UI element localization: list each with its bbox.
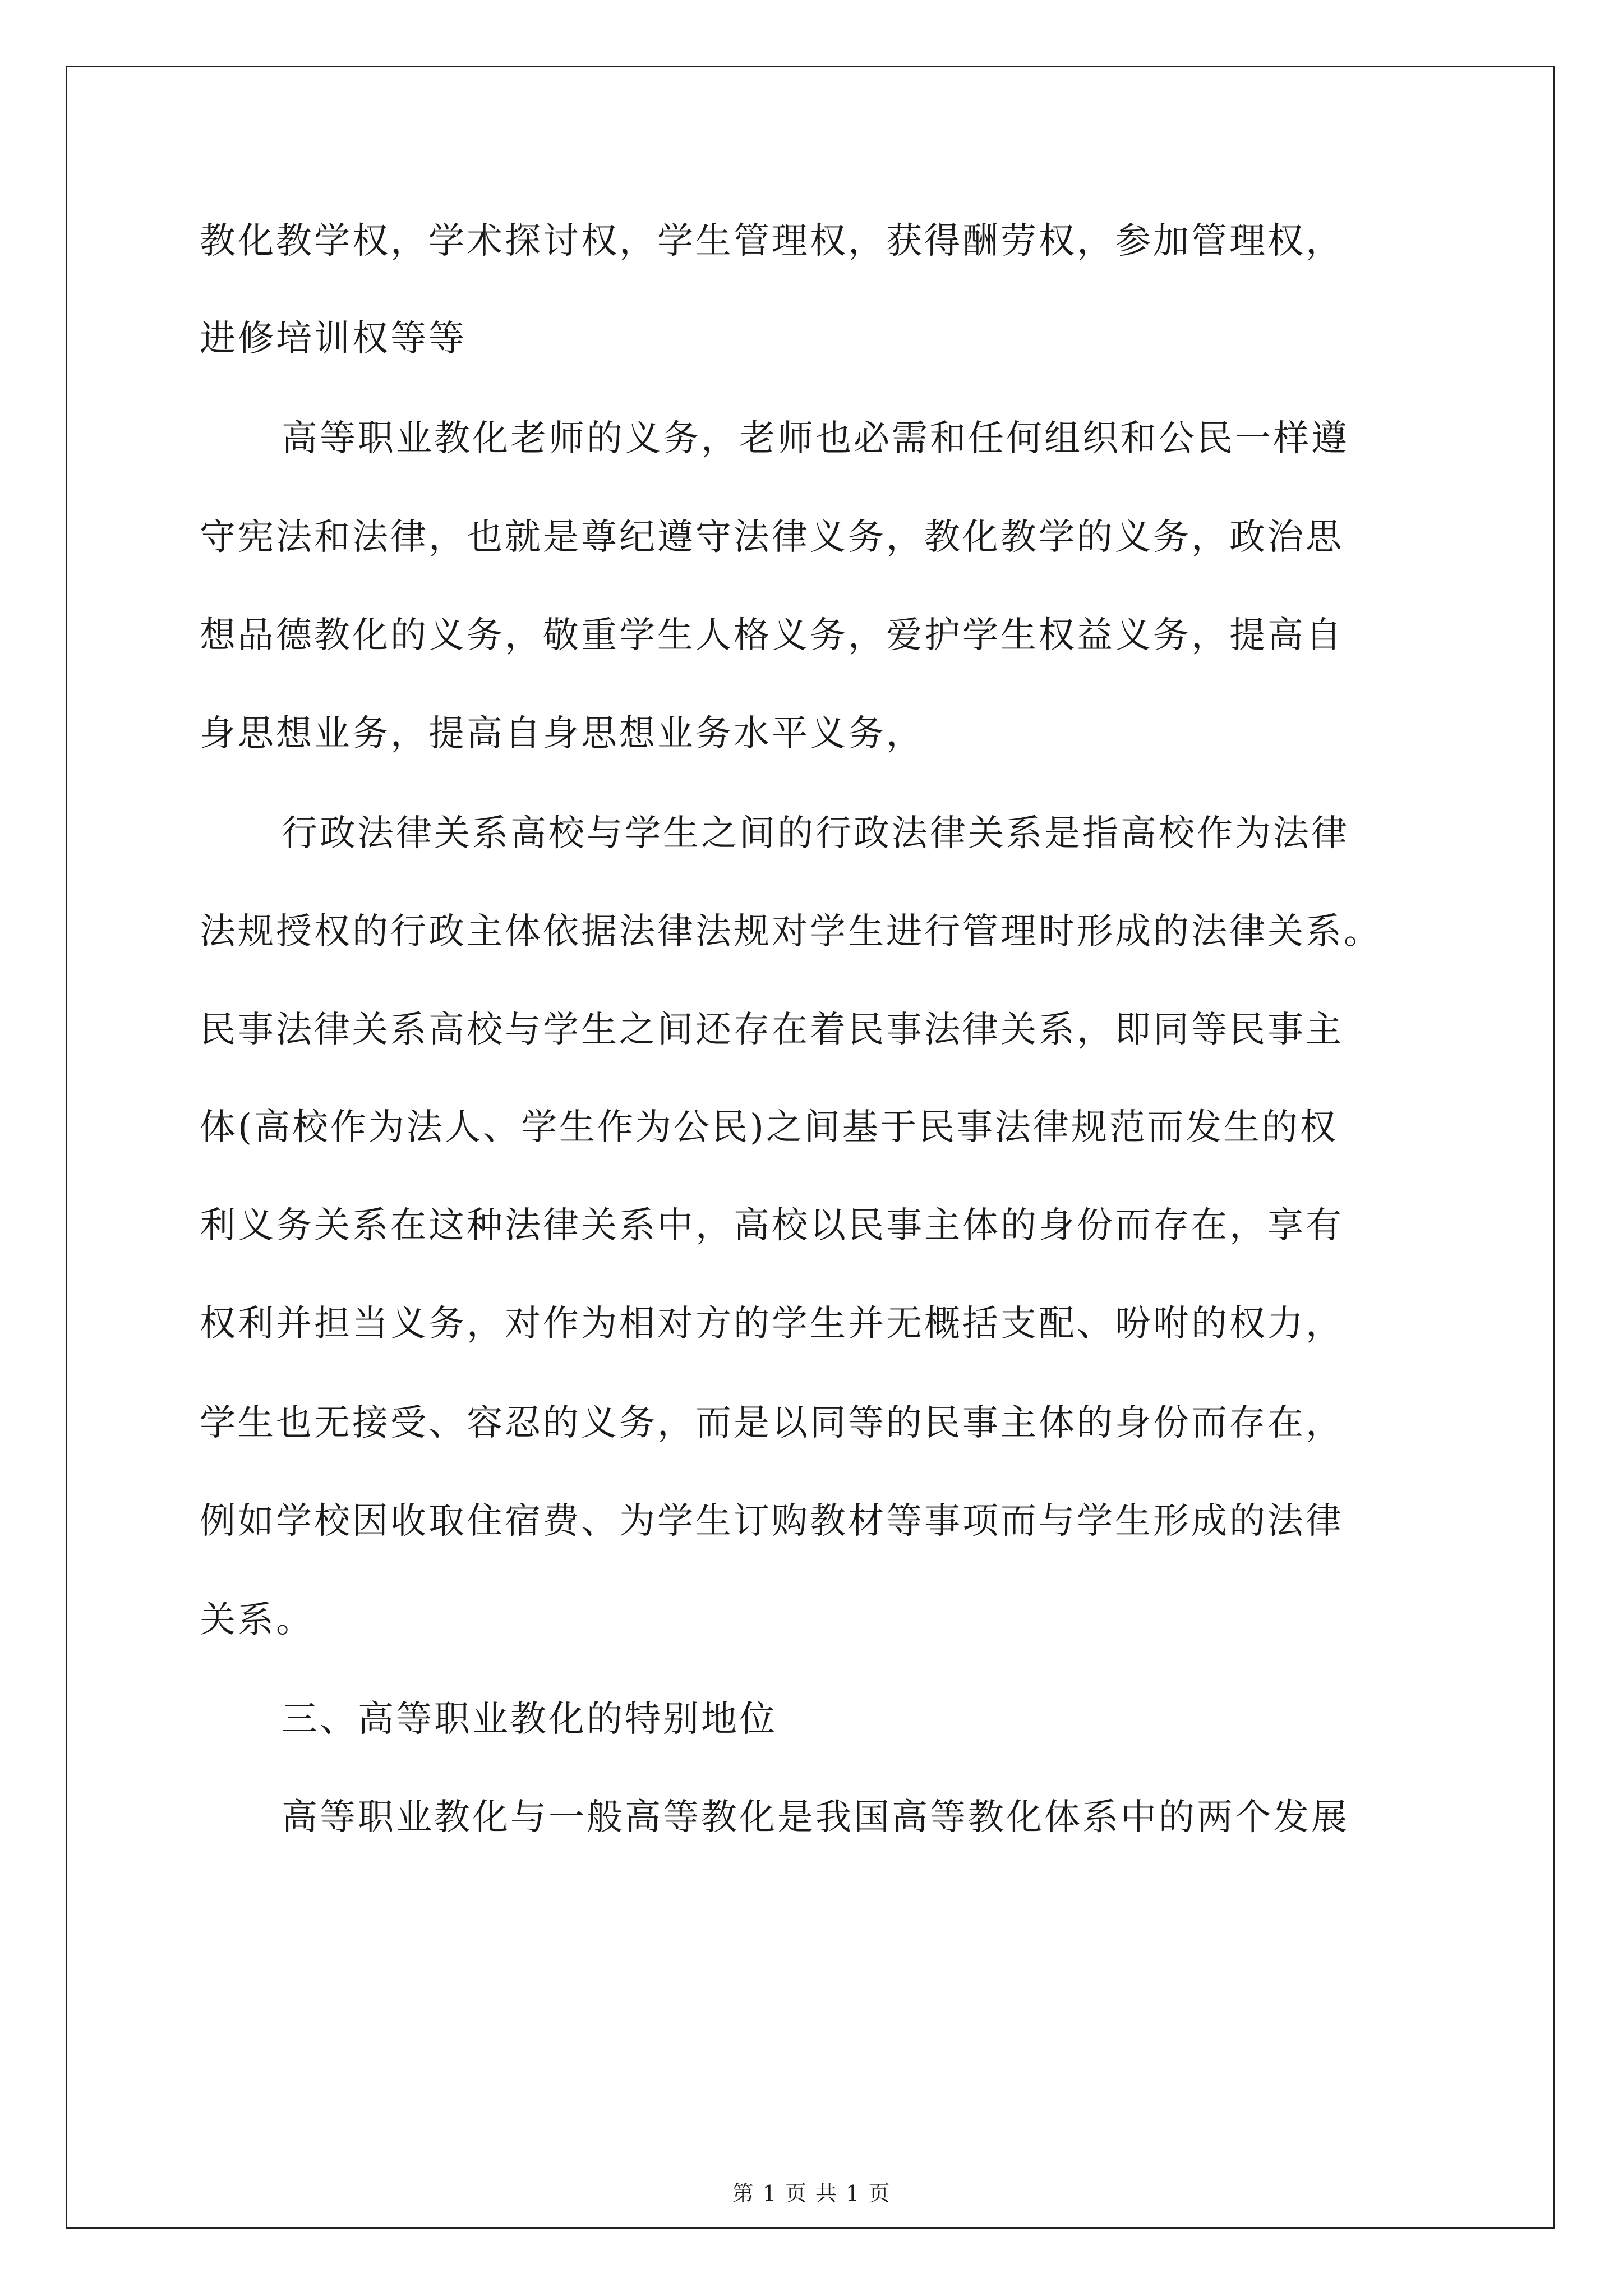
text-line-4: 守宪法和法律，也就是尊纪遵守法律义务，教化教学的义务，政治思 <box>200 517 1344 558</box>
text-line-15: 关系。 <box>200 1599 314 1641</box>
page-number-footer: 第 1 页 共 1 页 <box>732 2181 891 2206</box>
text-line-1: 教化教学权，学术探讨权，学生管理权，获得酬劳权，参加管理权， <box>200 220 1344 262</box>
section-heading: 三、高等职业教化的特别地位 <box>282 1699 777 1740</box>
text-line-9: 民事法律关系高校与学生之间还存在着民事法律关系，即同等民事主 <box>200 1009 1344 1051</box>
text-line-14: 例如学校因收取住宿费、为学生订购教材等事项而与学生形成的法律 <box>200 1501 1344 1542</box>
text-line-2: 进修培训权等等 <box>200 318 467 360</box>
text-line-8: 法规授权的行政主体依据法律法规对学生进行管理时形成的法律关系。 <box>200 911 1382 953</box>
text-line-7: 行政法律关系高校与学生之间的行政法律关系是指高校作为法律 <box>282 813 1349 854</box>
text-line-13: 学生也无接受、容忍的义务，而是以同等的民事主体的身份而存在， <box>200 1402 1344 1444</box>
text-line-6: 身思想业务，提高自身思想业务水平义务， <box>200 713 924 754</box>
text-line-10: 体(高校作为法人、学生作为公民)之间基于民事法律规范而发生的权 <box>200 1107 1338 1148</box>
text-line-12: 权利并担当义务，对作为相对方的学生并无概括支配、吩咐的权力， <box>200 1303 1344 1345</box>
text-line-3: 高等职业教化老师的义务，老师也必需和任何组织和公民一样遵 <box>282 418 1349 459</box>
text-line-17: 高等职业教化与一般高等教化是我国高等教化体系中的两个发展 <box>282 1797 1349 1838</box>
text-line-5: 想品德教化的义务，敬重学生人格义务，爱护学生权益义务，提高自 <box>200 615 1344 656</box>
text-line-11: 利义务关系在这种法律关系中，高校以民事主体的身份而存在，享有 <box>200 1205 1344 1246</box>
